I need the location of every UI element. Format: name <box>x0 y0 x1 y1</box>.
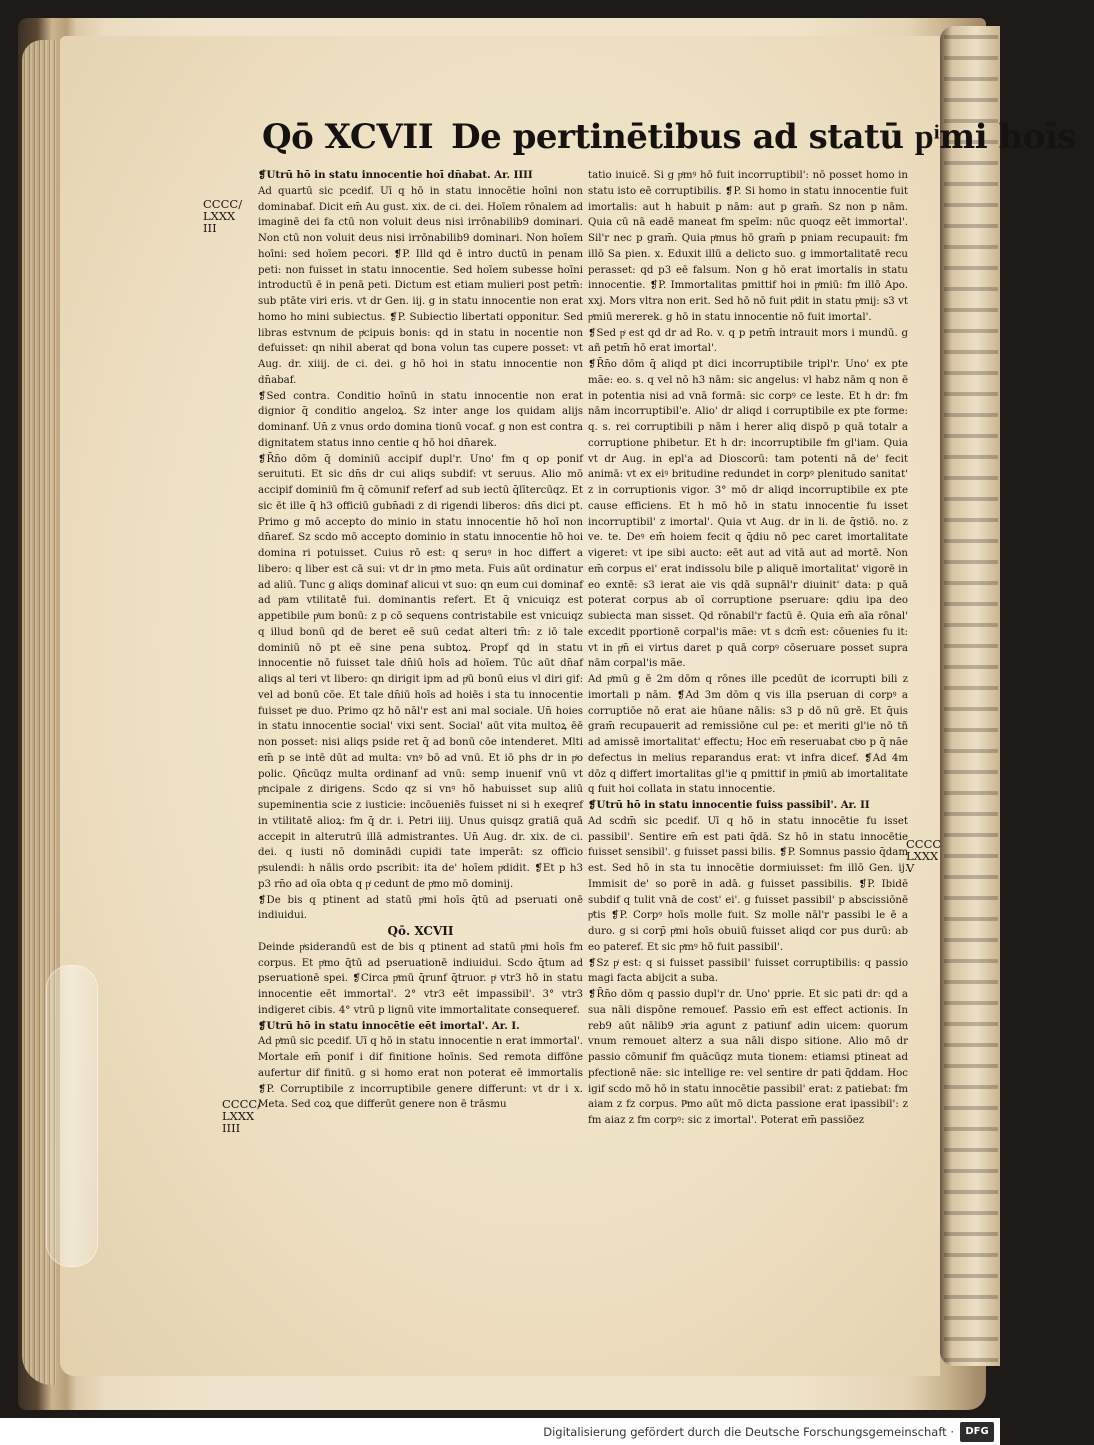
paragraph: Ad pͥmū g ē 2m dōm q rōnes ille pcedūt de icorrupti bili z imortali p nām. ❡Ad 3m dōm q vis illa pseruan di corpꝰ a corruptiōe nō erat aie hūane nālis: s3 p dō nū grē. Et q̄uis gram̄ recupauerit ad remissiōne cul pe: et meriti gl'ie nō tñ ad amissē imortalitat' effectu; Hoc em̄ reseruabat cbͥo p q̄ nãe defectus in melius reparandus erat: vt infra dicef. ❡Ad 4m dōz q differt imortalitas gl'ie q pmittif in pͥmiū ab imortalitate q fuit hoi collata in statu innocentie. <box>588 674 908 796</box>
facing-page-text-texture <box>944 26 998 1366</box>
paragraph: Deinde pͥsiderandū est de bis q ptinent ad statū pͥmi hoīs fm corpus. Et pͥmo q̄tū ad pseruationē indiuidui. Scdo q̄tum ad pseruationē spei. ❡Circa pͥmū q̄runf q̄truor. pͥ vtr3 hō in statu innocentie eēt immortal'. 2° vtr3 eēt impassibil'. 3° vtr3 indigeret cibis. 4° vtrū p lignū vite immortalitate consequeref. <box>258 941 583 1016</box>
page-clip <box>46 965 98 1267</box>
question-number: Qō XCVII <box>262 117 434 157</box>
footer-bar <box>0 1418 1000 1445</box>
paragraph: Ad scdm̄ sic pcedif. Uī q hō in statu innocētie fu isset passibil'. Sentire em̄ est pati q̄dā. Sz hō in statu innocētie fuisset sensibil'. g fuisset passi bilis. ❡P. Somnus passio q̄dam est. Sed hō in sta tu innocētie dormiuisset: fm illō Gen. ij. Immisit de' so porē in adā. g fuisset passibilis. ❡P. Ibidē subdif q tulit vnā de cost' ei'. g fuisset passibil' p abscissiōnē pͥtis ❡P. Corpꝰ hoīs molle fuit. Sz molle nāl'r passibi le ē a duro. g si corp̄ pͥmi hoīs obuiū fuisset aliqd cor pus durū: ab eo pateref. Et sic pͥmꝰ hō fuit passibil'. <box>588 815 908 953</box>
facing-page <box>940 26 1000 1366</box>
paragraph: ❡R̄n̄o dōm q̄ aliqd pt dici incorruptibile tripl'r. Uno' ex pte mãe: eo. s. q vel nō h3 nām: sic angelus: vl habz nām q non ē in potentia nisi ad vnā formā: sic corpꝰ ce leste. Et h dr: fm nām incorruptibil'e. Alio' dr aliqd i corruptibile ex pte forme: q. s. rei corruptibili p nām i herer aliq dispō p quā totalr a corruptione phibetur. Et h dr: incorruptibile fm gl'iam. Quia vt dr Aug. in epl'a ad Dioscorū: tam potenti nā de' fecit animā: vt ex eiꝰ britudine redundet in corpꝰ plenitudo sanitat' z in corruptionis vigor. 3° mō dr aliqd incorruptibile ex pte cause efficiens. Et h mō hō in statu innocentie fu isset incorruptibil' z imortal'. Quia vt Aug. dr in li. de q̄stiō. no. z ve. te. Deꝰ em̄ hoiem fecit q q̄diu nō pec caret imortalitate vigeret: vt ipe sibi aucto: eēt aut ad vitā aut ad mortē. Non em̄ corpus ei' erat indissolu bile p aliquē imortalitat' vigorē in eo exntē: s3 ierat aie vis qdā supnāl'r diuinit' data: p quā poterat corpus ab oī corruptione pseruare: qdiu ipa deo subiecta man sisset. Qd rōnabil'r factū ē. Quia em̄ aīa rōnal' excedit pportionē corpal'is mãe: vt s dcm̄ est: cōuenies fu it: vt in pͥn̄ ei virtus daret p quā corpꝰ cōseruare posset supra nām corpal'is mãe. <box>588 359 908 670</box>
article-heading: ❡Utrū hō in statu innocētie eēt imortal'. Ar. I. <box>258 1019 520 1032</box>
text-column-left <box>258 168 583 1113</box>
paragraph: ❡Sed pͥ est qd dr ad Ro. v. q p petm̄ intrauit mors i mundū. g añ petm̄ hō erat imortal'. <box>588 327 908 355</box>
margin-note-left-bottom: CCCC/ LXXX IIII <box>222 1097 262 1135</box>
paragraph: ❡Sed contra. Conditio hoīnū in statu innocentie non erat dignior q̄ conditio angeloꝝ. Sz inter ange los quidam alijs dominanf. Un̄ z vnus ordo domina tionū vocaf. g non est contra dignitatem status inno centie q hō hoi dn̄arek. <box>258 390 584 449</box>
margin-note-right: CCCC LXXX V <box>906 837 942 875</box>
paragraph: ❡R̄n̄o dōm q passio dupl'r dr. Uno' pprie. Et sic pati dr: qd a sua nāli dispōne remouef. Passio em̄ est effect actionis. In reb9 aūt nālib9 ɔͥria agunt z patiunf adin uicem: quorum vnum remouet alterz a sua nāli dispo sitione. Alio mō dr passio cōmunif fm quācūqz muta tionem: etiamsi ptineat ad pfectionē nãe: sic intellige re: vel sentire dr pati q̄ddam. Hoc igif scdo mō hō in statu innocētie passibil' erat: z patiebat: fm aiam z fz corpus. Pͥmo aūt mō dicta passione erat ipassibil': z fm aiaz z fm corpꝰ: sic z imortal'. Poterat em̄ passiōez <box>588 989 908 1126</box>
paragraph: ❡Sz pͥ est: q si fuisset passibil' fuisset corruptibilis: q passio magi facta abijcit a suba. <box>588 957 908 985</box>
dfg-logo-icon: DFG <box>960 1422 994 1442</box>
funding-credit: Digitalisierung gefördert durch die Deutsche Forschungsgemeinschaft · <box>543 1424 954 1439</box>
paragraph: Ad pͥmū sic pcedif. Uī q hō in statu innocentie n erat immortal'. Mortale em̄ ponif i dif finitione hoīnis. Sed remota diffōne aufertur dif finitū. g si homo erat non poterat eē immortalis ❡P. Corruptibile z incorruptibile genere differunt: vt dr i x. Meta. Sed coꝝ que differūt genere non ē trāsmu <box>258 1036 583 1111</box>
question-title: De pertinētibus ad statū pͥmi hoīs <box>451 117 1076 157</box>
section-heading: ❡De bis q ptinent ad statū pͥmi hoīs q̄tū ad pseruati onē indiuidui. <box>258 894 583 922</box>
article-heading: ❡Utrū hō in statu innocentie fuiss passibil'. Ar. II <box>588 799 870 811</box>
article-heading: ❡Utrū hō in statu innocentie hoī dn̄abat. Ar. IIII <box>258 169 533 181</box>
page-heading <box>262 112 1076 162</box>
margin-note-left-top: CCCC/ LXXX III <box>203 197 243 235</box>
question-label: Qō. XCVII <box>387 924 454 938</box>
paragraph: Ad quartū sic pcedif. Uī q hō in statu innocētie hoīni non dominabaf. Dicit em̄ Au gust. xix. de ci. dei. Hoīem rōnalem ad imaginē dei fa ctū non voluit deus nisi irrōnabilib9 dominari. Non ctū non voluit deus nisi irrōnabilib9 dominari. Non hoīem hoīni: sed hoīem pecori. ❡P. Illd qd ē intro ductū in penam peti: non fuisset in statu innocentie. Sed hoīem subesse hoīni introductū ē in penā peti. Dictum est etiam mulieri post petm̄: sub ptāte viri eris. vt dr Gen. iij. g in statu innocentie non erat homo ho mini subiectus. ❡P. Subiectio libertati opponitur. Sed libras estvnum de pͥcipuis bonis: qd in statu in nocentie non defuisset: qn nihil aberat qd bona volun tas cupere posset: vt Aug. dr. xiiij. de ci. dei. g hō hoi in statu innocentie non dn̄abaf. <box>258 185 583 386</box>
paragraph: ❡R̄n̄o dōm q̄ dominiū accipif dupl'r. Uno' fm q op ponif seruituti. Et sic dn̄s dr cui aliqs subdif: vt seruus. Alio mō accipif dominiū fm q̄ cōmunif referf ad sub iectū q̄lītercūqz. Et sic ēt ille q̄ h3 officiū gubn̄adi z di rigendi liberos: dn̄s dici pt. Primo g mō accepto do minio in statu innocentie hō hoī non dn̄aref. Sz scdo mō accepto dominio in statu innocentie hō hoi domina ri potuisset. Cuius rō est: q seruꝰ in hoc differt a libero: q liber est cā sui: vt dr in pͥmo meta. Fuis aūt ordinatur ad aliū. Tunc g aliqs dominaf alicui vt suo: qn eum cui dominaf ad pͥam vtilitatē fui. dominantis refert. Et q̄ vnicuiqz est appetibile pͥum bonū: z p cō sequens contristabile est vnicuiqz q illud bonū qd de beret eē suū cedat alteri tm̄: z iō tale dominiū nō pt eē sine pena subtoꝝ. Propf qd in statu innocentie nō fuisset tale dn̄iū hoīs ad hoīem. Tūc aūt dn̄af aliqs al teri vt libero: qn dirigit ipm ad pͥū bonū eius vl diri gif: vel ad bonū cōe. Et tale dn̄iū hoīs ad hoiēs i sta tu innocentie fuisset pͥe duo. Primo qz hō nāl'r est ani mal sociale. Un̄ hoies in statu innocentie social' vixi sent. Social' aūt vita multoꝝ ēē non posset: nisi aliqs pside ret q̄ ad bonū cōe intenderet. Mlti em̄ p se intē dūt ad multa: vnꝰ bō ad vnū. Et iō phs dr in pͥo polic. Qn̄cūqz multa ordinanf ad vnū: semp inuenif vnū vt pͥncipale z dirigens. Scdo qz si vnꝰ hō habuisset sup aliū supeminentia scie z iusticie: incōueniēs fuisset ni si h exeqref in vtilitatē alioꝝ: fm q̄ dr. i. Petri iiij. Unus quisqz gratiā quā accepit in alterutrū illā admistrantes. Un̄ Aug. dr. xix. de ci. dei. q iusti nō dominādi cupidi tate imperāt: sz officio pͥsulendi: h nālis ordo pscribit: ita de' hoīem pͥdidit. ❡Et p h3 p3 rn̄o ad oīa obta q pͥ cedunt de pͥmo mō dominij. <box>258 453 583 890</box>
text-column-right <box>588 168 908 1129</box>
paragraph: tatio inuicē. Si g pͥmꝰ hō fuit incorruptibil': nō posset homo in statu isto eē corruptibilis. ❡P. Si homo in statu innocentie fuit imortalis: aut h habuit p nām: aut p gram̄. Sz non p nām. Quia cū nā eadē maneat fm speīm: nūc quoqz eēt immortal'. Sil'r nec p gram̄. Quia pͥmus hō gram̄ p pniam recupauit: fm illō Sa pien. x. Eduxit illū a delicto suo. g immortalitatē recu perasset: qd p3 eē falsum. Non g hō erat imortalis in statu innocentie. ❡P. Immortalitas pmittif hoi in pͥmiū: fm illō Apo. xxj. Mors vltra non erit. Sed hō nō fuit pͥdit in statu pͥmij: s3 vt pͥmiū mererek. g hō in statu innocentie nō fuit imortal'. <box>588 170 908 323</box>
